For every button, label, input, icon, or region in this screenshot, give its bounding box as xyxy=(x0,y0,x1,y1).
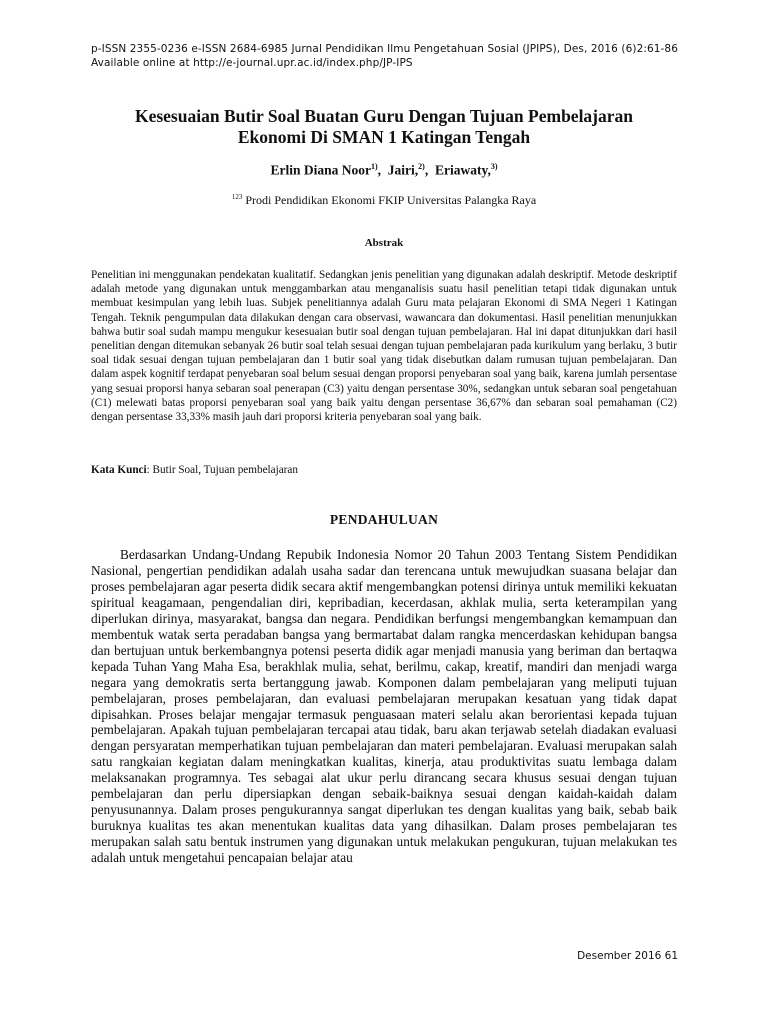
section-heading: PENDAHULUAN xyxy=(329,512,439,527)
affiliation xyxy=(80,193,688,208)
journal-header xyxy=(91,42,691,70)
author-mark: 1) xyxy=(371,162,378,171)
author-mark: 3) xyxy=(490,162,498,171)
author-name: Erlin Diana Noor xyxy=(270,162,371,178)
paper-title xyxy=(80,106,688,148)
page-footer: Desember 2016 61 xyxy=(577,950,678,962)
journal-header-url: Available online at http://e-journal.upr.ac.id/index.php/JP-IPS xyxy=(91,57,413,69)
author-mark: 2) xyxy=(418,162,425,171)
paper-title-line-1: Kesesuaian Butir Soal Buatan Guru Dengan Tujuan Pembelajaran xyxy=(134,106,634,126)
keywords xyxy=(91,464,677,476)
keywords-label: Kata Kunci xyxy=(91,464,147,476)
abstract-text: Penelitian ini menggunakan pendekatan kualitatif. Sedangkan jenis penelitian yang digunakan adalah deskriptif. Metode deskriptif adalah metode yang digunakan untuk menggambarkan atau menganalisis suatu hasil penelitian tetapi tidak digunakan untuk membuat kesimpulan yang lebih luas. Subjek penelitiannya adalah Guru mata pelajaran Ekonomi di SMA Negeri 1 Katingan Tengah. Teknik pengumpulan data dilakukan dengan cara observasi, wawancara dan dokumentasi. Hasil penelitian menunjukkan bahwa butir soal sudah mampu mengukur kesesuaian butir soal dengan tujuan pembelajaran. Hal ini dapat ditunjukkan dari hasil penelitian dengan ditemukan sebanyak 26 butir soal telah sesuai dengan tujuan pembelajaran pada kurikulum yang berlaku, 3 butir soal tidak sesuai dengan tujuan pembelajaran dan 1 butir soal yang tidak disebutkan dalam rumusan tujuan pembelajaran. Dan dalam aspek kognitif terdapat penyebaran soal belum sesuai dengan proporsi penyebaran soal yang baik, karena jumlah persentase yang sesuai proporsi hanya sebaran soal penerapan (C3) yaitu dengan persentase 30%, sedangkan untuk sebaran soal pengetahuan (C1) melewati batas proporsi penyebaran soal yang baik yaitu dengan persentase 36,67% dan sebaran soal pemahaman (C2) dengan persentase 33,33% masih jauh dari proporsi kriteria penyebaran soal yang baik. xyxy=(91,269,677,424)
author-name: Jairi, xyxy=(387,162,419,178)
abstract-heading: Abstrak xyxy=(364,237,404,249)
paper-title-line-2: Ekonomi Di SMAN 1 Katingan Tengah xyxy=(237,127,531,147)
affiliation-mark: 123 xyxy=(231,193,243,201)
author-list xyxy=(80,162,688,179)
keywords-text: : Butir Soal, Tujuan pembelajaran xyxy=(146,464,298,476)
body-paragraph: Berdasarkan Undang-Undang Repubik Indonesia Nomor 20 Tahun 2003 Tentang Sistem Pendidikan Nasional, pengertian pendidikan adalah usaha sadar dan terencana untuk mewujudkan suasana belajar dan proses pembelajaran agar peserta didik secara aktif mengembangkan potensi dirinya untuk memiliki kekuatan spiritual keagamaan, pengendalian diri, kepribadian, kecerdasan, akhlak mulia, serta keterampilan yang diperlukan dirinya, masyarakat, bangsa dan negara. Pendidikan berfungsi mengembangkan kemampuan dan membentuk watak serta peradaban bangsa yang bermartabat dalam rangka mencerdaskan kehidupan bangsa dan bertujuan untuk berkembangnya potensi peserta didik agar menjadi manusia yang beriman dan bertaqwa kepada Tuhan Yang Maha Esa, berakhlak mulia, sehat, berilmu, cakap, kreatif, mandiri dan menjadi warga negara yang demokratis serta bertanggung jawab. Komponen dalam pembelajaran yang meliputi tujuan pembelajaran, proses pembelajaran, dan evaluasi pembelajaran merupakan kesatuan yang tidak dapat dipisahkan. Proses belajar mengajar termasuk penguasaan materi selalu akan berorientasi kepada tujuan pembelajaran. Apakah tujuan pembelajaran tercapai atau tidak, baru akan terjawab setelah diadakan evaluasi dengan persyaratan memperhatikan tujuan pembelajaran dan materi pembelajaran. Evaluasi merupakan salah satu rangkaian kegiatan dalam meningkatkan kualitas, kinerja, atau produktivitas suatu lembaga dalam melaksanakan programnya. Tes sebagai alat ukur perlu dirancang secara khusus sesuai dengan tujuan pembelajaran dan perlu dipersiapkan dengan sebaik-baiknya sesuai dengan kaidah-kaidah dalam penyusunannya. Dalam proses pengukurannya sangat diperlukan tes dengan kualitas yang baik, sebab baik buruknya kualitas tes akan menentukan kualitas data yang dihasilkan. Dalam proses pembelajaran tes merupakan salah satu bentuk instrumen yang digunakan untuk melakukan pengukuran, tujuan melakukan tes adalah untuk mengetahui pencapaian belajar atau xyxy=(91,547,677,866)
affiliation-text: Prodi Pendidikan Ekonomi FKIP Universitas Palangka Raya xyxy=(242,193,537,207)
journal-header-issn: p-ISSN 2355-0236 e-ISSN 2684-6985 Jurnal Pendidikan Ilmu Pengetahuan Sosial (JPIPS), Des, 2016 (6)2:61-86 xyxy=(91,43,678,55)
author-separator: , xyxy=(424,162,435,178)
author-separator: , xyxy=(377,162,388,178)
author-name: Eriawaty, xyxy=(434,162,491,178)
